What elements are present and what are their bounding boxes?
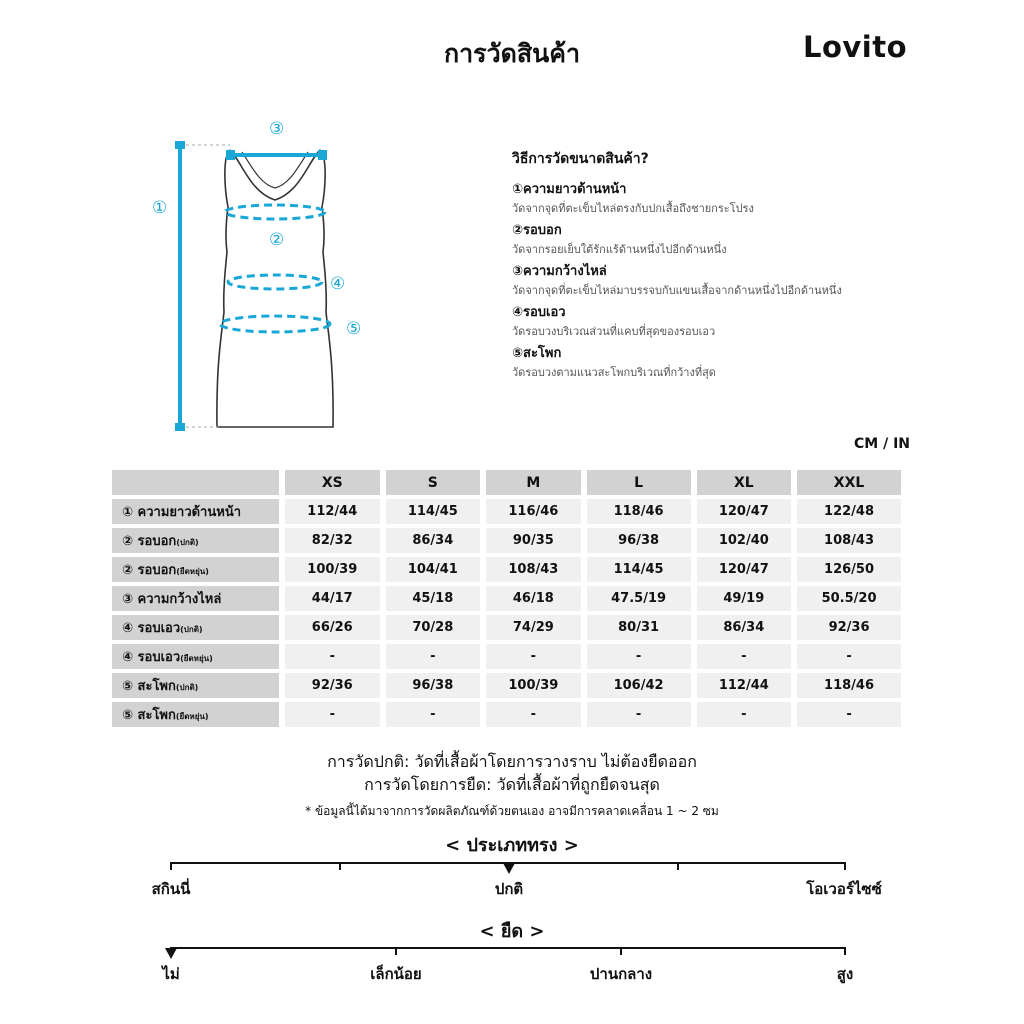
row-label-text: ① ความยาวด้านหน้า: [122, 505, 241, 520]
table-cell: 86/34: [697, 615, 792, 640]
table-header-row: [112, 470, 901, 495]
table-cell: 92/36: [797, 615, 901, 640]
fit-label-oversize: โอเวอร์ไซซ์: [806, 880, 882, 898]
row-label-sub: (ปกติ): [176, 538, 199, 547]
table-row: [112, 528, 901, 553]
table-cell: 49/19: [697, 586, 792, 611]
table-cell: -: [587, 702, 691, 727]
table-row: [112, 673, 901, 698]
table-cell: 96/38: [386, 673, 481, 698]
fit-tick: [170, 862, 172, 870]
guide-item: [512, 344, 932, 382]
table-cell: 86/34: [386, 528, 481, 553]
fit-tick: [844, 862, 846, 870]
row-label-sub: (ปกติ): [180, 625, 203, 634]
row-label-text: ② รอบอก: [122, 534, 177, 549]
table-cell: 120/47: [697, 499, 792, 524]
table-row: [112, 644, 901, 669]
table-cell: 50.5/20: [797, 586, 901, 611]
table-corner: [112, 470, 279, 495]
table-cell: 80/31: [587, 615, 691, 640]
row-label-text: ② รอบอก: [122, 563, 177, 578]
stretch-label-none: ไม่: [162, 965, 180, 983]
table-cell: -: [697, 702, 792, 727]
note-disclaimer: * ข้อมูลนี้ได้มาจากการวัดผลิตภัณฑ์ด้วยตนเอง อาจมีการคลาดเคลื่อน 1 ~ 2 ซม: [305, 804, 719, 818]
table-cell: -: [386, 702, 481, 727]
row-label-text: ③ ความกว้างไหล่: [122, 592, 222, 607]
table-cell: 104/41: [386, 557, 481, 582]
table-cell: 82/32: [285, 528, 380, 553]
table-cell: 114/45: [386, 499, 481, 524]
fit-tick: [339, 862, 341, 870]
note-stretched: การวัดโดยการยืด: วัดที่เสื้อผ้าที่ถูกยืดจนสุด: [364, 775, 660, 794]
table-cell: -: [797, 644, 901, 669]
stretch-label-slight: เล็กน้อย: [370, 965, 422, 983]
table-cell: 120/47: [697, 557, 792, 582]
row-label-text: ④ รอบเอว: [122, 650, 181, 665]
fit-label-skinny: สกินนี่: [151, 880, 191, 898]
marker-hip: ⑤: [346, 319, 362, 339]
table-cell: 112/44: [697, 673, 792, 698]
size-header: L: [587, 470, 691, 495]
measurement-guide: [512, 148, 932, 385]
table-cell: 126/50: [797, 557, 901, 582]
table-cell: -: [697, 644, 792, 669]
table-cell: 74/29: [486, 615, 581, 640]
fit-tick: [677, 862, 679, 870]
guide-item-name: ⑤สะโพก: [512, 346, 562, 361]
table-cell: 118/46: [587, 499, 691, 524]
guide-item-desc: วัดรอบวงตามแนวสะโพกบริเวณที่กว้างที่สุด: [512, 366, 716, 379]
table-cell: 100/39: [285, 557, 380, 582]
fit-selected-marker: [503, 863, 515, 874]
guide-title: วิธีการวัดขนาดสินค้า?: [512, 151, 649, 167]
table-cell: 46/18: [486, 586, 581, 611]
table-cell: 47.5/19: [587, 586, 691, 611]
row-label-sub: (ปกติ): [175, 683, 199, 692]
table-cell: 106/42: [587, 673, 691, 698]
table-row: [112, 615, 901, 640]
size-header: XS: [285, 470, 380, 495]
size-header: XL: [697, 470, 792, 495]
table-cell: 118/46: [797, 673, 901, 698]
row-label: [112, 499, 279, 524]
stretch-scale-line: [170, 947, 846, 949]
guide-item-desc: วัดจากจุดที่ตะเข็บไหล่ตรงกับปกเสื้อถึงชายกระโปรง: [512, 202, 754, 215]
measurement-notes: [0, 750, 1024, 821]
table-row: [112, 499, 901, 524]
row-label-sub: (ยืดหยุ่น): [176, 567, 209, 576]
dress-illustration: [130, 112, 380, 442]
guide-item-name: ②รอบอก: [512, 223, 562, 238]
table-cell: 92/36: [285, 673, 380, 698]
table-row: [112, 702, 901, 727]
table-cell: -: [386, 644, 481, 669]
fit-title: < ประเภททรง >: [445, 835, 579, 856]
stretch-tick: [844, 947, 846, 955]
table-cell: -: [486, 702, 581, 727]
marker-shoulder: ③: [269, 119, 285, 139]
guide-item-desc: วัดจากรอยเย็บใต้รักแร้ด้านหนึ่งไปอีกด้านหนึ่ง: [512, 243, 727, 256]
row-label-text: ⑤ สะโพก: [122, 708, 176, 723]
row-label: [112, 702, 279, 727]
row-label: [112, 615, 279, 640]
page-title: การวัดสินค้า: [444, 39, 580, 68]
table-cell: 100/39: [486, 673, 581, 698]
stretch-tick: [395, 947, 397, 955]
row-label-sub: (ยืดหยุ่น): [180, 654, 213, 663]
stretch-tick: [620, 947, 622, 955]
row-label-text: ④ รอบเอว: [122, 621, 181, 636]
table-cell: 70/28: [386, 615, 481, 640]
row-label-text: ⑤ สะโพก: [122, 679, 176, 694]
row-label: [112, 557, 279, 582]
table-row: [112, 557, 901, 582]
table-cell: 90/35: [486, 528, 581, 553]
table-cell: 66/26: [285, 615, 380, 640]
guide-item-name: ③ความกว้างไหล่: [512, 264, 607, 279]
table-cell: 102/40: [697, 528, 792, 553]
guide-item-name: ①ความยาวด้านหน้า: [512, 182, 627, 197]
table-cell: 112/44: [285, 499, 380, 524]
row-label: [112, 528, 279, 553]
row-label: [112, 586, 279, 611]
table-cell: 44/17: [285, 586, 380, 611]
table-cell: 96/38: [587, 528, 691, 553]
table-cell: 108/43: [797, 528, 901, 553]
fit-label-regular: ปกติ: [494, 880, 524, 898]
stretch-label-high: สูง: [836, 965, 854, 983]
size-header: M: [486, 470, 581, 495]
guide-item: [512, 303, 932, 341]
guide-item: [512, 221, 932, 259]
stretch-selected-marker: [165, 948, 177, 959]
marker-waist: ④: [330, 274, 346, 294]
note-normal: การวัดปกติ: วัดที่เสื้อผ้าโดยการวางราบ ไม่ต้องยืดออก: [327, 752, 697, 771]
row-label: [112, 673, 279, 698]
brand-logo: Lovito: [803, 30, 908, 64]
guide-item: [512, 262, 932, 300]
guide-item-desc: วัดจากจุดที่ตะเข็บไหล่มาบรรจบกับแขนเสื้อจากด้านหนึ่งไปอีกด้านหนึ่ง: [512, 284, 842, 297]
marker-chest: ②: [269, 230, 285, 250]
table-cell: 45/18: [386, 586, 481, 611]
table-cell: -: [587, 644, 691, 669]
guide-item: [512, 180, 932, 218]
guide-item-desc: วัดรอบวงบริเวณส่วนที่แคบที่สุดของรอบเอว: [512, 325, 716, 338]
guide-item-name: ④รอบเอว: [512, 305, 566, 320]
table-cell: -: [285, 702, 380, 727]
size-header: XXL: [797, 470, 901, 495]
stretch-title: < ยืด >: [479, 921, 545, 942]
unit-label: CM / IN: [854, 436, 910, 452]
table-cell: 116/46: [486, 499, 581, 524]
table-cell: -: [797, 702, 901, 727]
size-header: S: [386, 470, 481, 495]
dress-diagram: [130, 112, 380, 442]
table-row: [112, 586, 901, 611]
table-cell: -: [486, 644, 581, 669]
table-cell: -: [285, 644, 380, 669]
row-label-sub: (ยืดหยุ่น): [175, 712, 209, 721]
table-cell: 122/48: [797, 499, 901, 524]
size-table: [106, 466, 907, 731]
table-cell: 114/45: [587, 557, 691, 582]
row-label: [112, 644, 279, 669]
stretch-label-medium: ปานกลาง: [589, 965, 653, 983]
marker-length: ①: [152, 198, 168, 218]
table-cell: 108/43: [486, 557, 581, 582]
